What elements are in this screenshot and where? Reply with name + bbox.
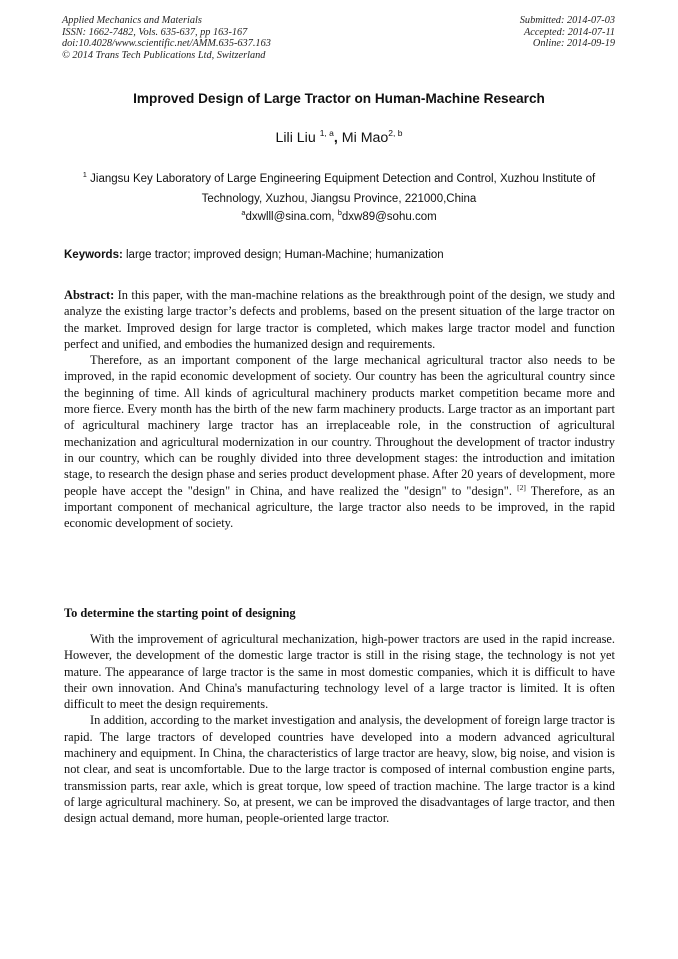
citation-ref[interactable]: [2] bbox=[517, 482, 526, 492]
abstract-text-1: In this paper, with the man-machine relations as the breakthrough point of the design, we study and analyze the existing large tractor’s defects and problems, based on the present situation of the large tractor on the market. Improved design for large tractor is completed, which makes large tractor model and function perfect and unified, and embodies the humanized design and requirements. bbox=[64, 288, 615, 351]
email-a[interactable]: dxwlll@sina.com, bbox=[245, 211, 335, 223]
author-2: Mi Mao bbox=[341, 130, 389, 146]
section-body bbox=[64, 631, 615, 827]
abstract-text-2a: Therefore, as an important component of the large mechanical agricultural tractor also needs to be improved, in the rapid economic development of society. Our country has been the agricultural country since the beginning of time. All kinds of agricultural machinery products market competition became more and more fierce. Every month has the birth of the new farm machinery products. Large tractor as an important part of agricultural machinery large tractor has an irreplaceable role, in the construction of agricultural mechanization and agricultural modernization in our country. Throughout the development of tractor industry in our country, which can be roughly divided into three development stages: the introduction and imitation stage, to research the design phase and series product development phase. After 20 years of development, more people have accept the "design" in China, and have realized the "design" to "design". bbox=[64, 353, 615, 498]
abstract-text-2b: Therefore, as an important component of mechanical agriculture, the large tractor also needs to be improved, in the rapid economic development of society. bbox=[64, 483, 615, 531]
author-line bbox=[0, 128, 678, 146]
section-paragraph-1: With the improvement of agricultural mechanization, high-power tractors are used in the rapid increase. However, the development of the domestic large tractor is still in the rising stage, the technology is not yet mature. The appearance of large tractor is the same in most domestic companies, which it is difficult to have their own innovation. And China's manufacturing technology level of a large tractor is limited. It is often difficult to meet the design requirements. bbox=[64, 632, 615, 712]
keywords-text: large tractor; improved design; Human-Machine; humanization bbox=[126, 249, 444, 261]
affiliation bbox=[64, 165, 614, 209]
email-a-marker: a bbox=[241, 208, 246, 217]
journal-info bbox=[62, 15, 271, 61]
keywords bbox=[64, 249, 616, 261]
abstract-label: Abstract: bbox=[64, 288, 115, 302]
email-b-marker: b bbox=[337, 208, 342, 217]
affiliation-text: Jiangsu Key Laboratory of Large Engineering Equipment Detection and Control, Xuzhou Institute of Technology, Xuzhou, Jiangsu Province, 221000,China bbox=[90, 173, 596, 205]
keywords-label: Keywords: bbox=[64, 249, 123, 261]
paper-title: Improved Design of Large Tractor on Human-Machine Research bbox=[133, 91, 545, 106]
email-b[interactable]: dxw89@sohu.com bbox=[341, 211, 437, 223]
email-line bbox=[0, 208, 678, 223]
abstract-paragraph-2 bbox=[64, 352, 615, 531]
section-heading: To determine the starting point of designing bbox=[64, 606, 296, 620]
author-separator: , bbox=[333, 130, 338, 146]
section-paragraph-2: In addition, according to the market investigation and analysis, the development of foreign large tractor is rapid. The large tractors of developed countries have developed into a modern advanced agricultural machinery and equipment. In China, the characteristics of large tractor are heavy, slow, big noise, and vision is not clear, and seat is uncomfortable. Due to the large tractor is composed of internal combustion engine parts, transmission parts, rear axle, which is great torque, low speed of traction machine. The large tractor is a kind of large agricultural machinery. So, at present, we can be improved the disadvantages of large tractor, and then design actual demand, more human, people-oriented large tractor. bbox=[64, 713, 615, 826]
submission-dates bbox=[520, 15, 615, 50]
abstract-block bbox=[64, 287, 615, 531]
submitted-date: Submitted: 2014-07-03 bbox=[519, 15, 615, 26]
online-date: Online: 2014-09-19 bbox=[532, 38, 615, 50]
author-1: Lili Liu bbox=[275, 130, 316, 146]
issn-line: ISSN: 1662-7482, Vols. 635-637, pp 163-167 bbox=[62, 26, 248, 38]
affiliation-number: 1 bbox=[82, 170, 87, 179]
copyright-line: © 2014 Trans Tech Publications Ltd, Switzerland bbox=[62, 49, 266, 61]
abstract-paragraph-1 bbox=[64, 287, 615, 352]
author-1-affil: 1, a bbox=[319, 128, 334, 138]
accepted-date: Accepted: 2014-07-11 bbox=[523, 26, 615, 38]
author-2-affil: 2, b bbox=[388, 128, 403, 138]
journal-name: Applied Mechanics and Materials bbox=[62, 15, 202, 26]
doi-line: doi:10.4028/www.scientific.net/AMM.635-637.163 bbox=[62, 38, 271, 50]
